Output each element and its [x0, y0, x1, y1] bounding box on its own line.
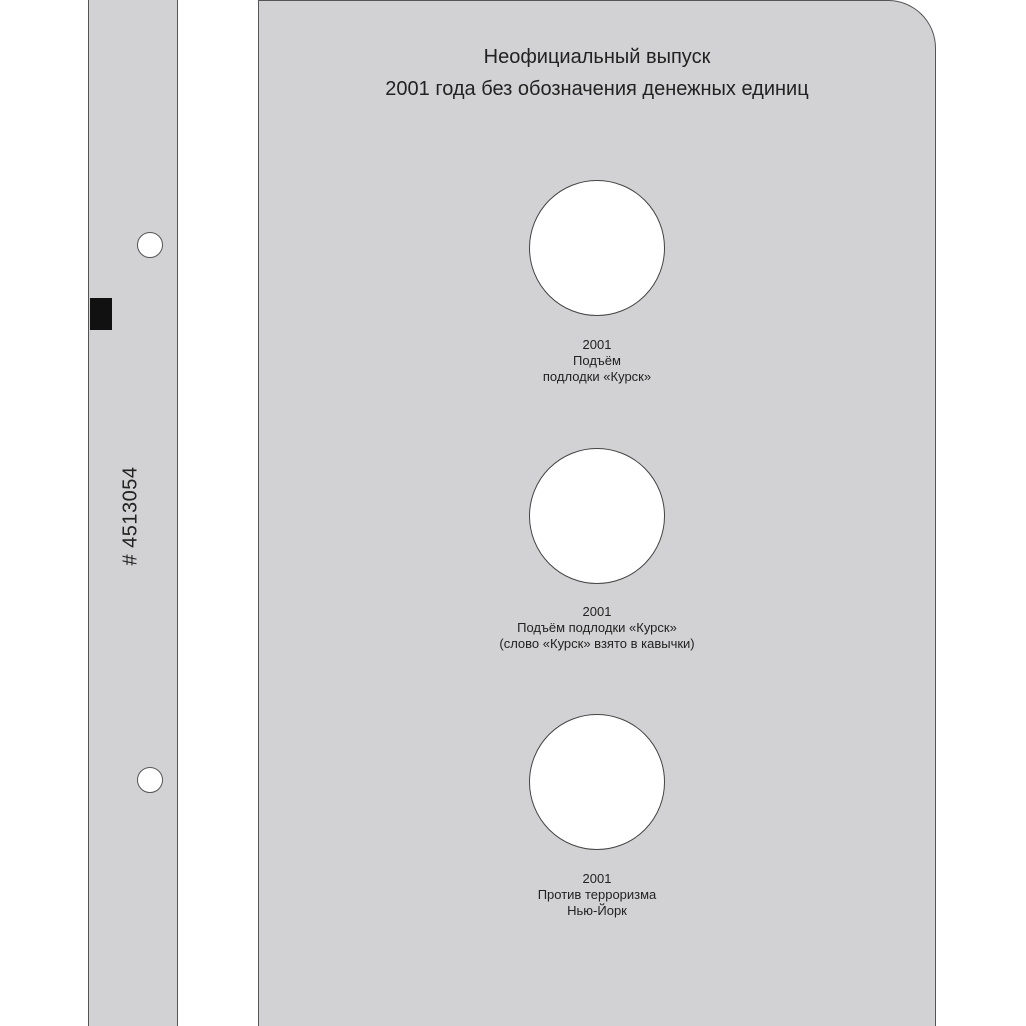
coin-year: 2001 [582, 337, 612, 352]
catalog-number: # 4513054 [119, 466, 142, 566]
coin-slot-2[interactable] [529, 448, 665, 584]
page-title [259, 41, 935, 105]
coin-caption-line: Против терроризма [537, 887, 657, 902]
coin-caption-2 [259, 604, 935, 652]
coin-caption-line: Подъём подлодки «Курск» [517, 620, 677, 635]
punch-hole-top [137, 232, 163, 258]
coin-caption-3 [259, 871, 935, 919]
coin-year: 2001 [582, 871, 612, 886]
album-sheet [258, 0, 936, 1026]
coin-caption-line: (слово «Курск» взято в кавычки) [499, 636, 695, 651]
coin-caption-1 [259, 337, 935, 385]
page-title-line-1: Неофициальный выпуск [483, 46, 711, 68]
page-title-line-2: 2001 года без обозначения денежных единиц [385, 78, 809, 100]
punch-hole-bottom [137, 767, 163, 793]
black-registration-mark [90, 298, 112, 330]
coin-caption-line: Подъём [573, 353, 621, 368]
coin-year: 2001 [582, 604, 612, 619]
binding-strip [88, 0, 178, 1026]
coin-slot-1[interactable] [529, 180, 665, 316]
coin-caption-line: подлодки «Курск» [542, 369, 652, 384]
coin-slot-3[interactable] [529, 714, 665, 850]
coin-caption-line: Нью-Йорк [567, 903, 627, 918]
